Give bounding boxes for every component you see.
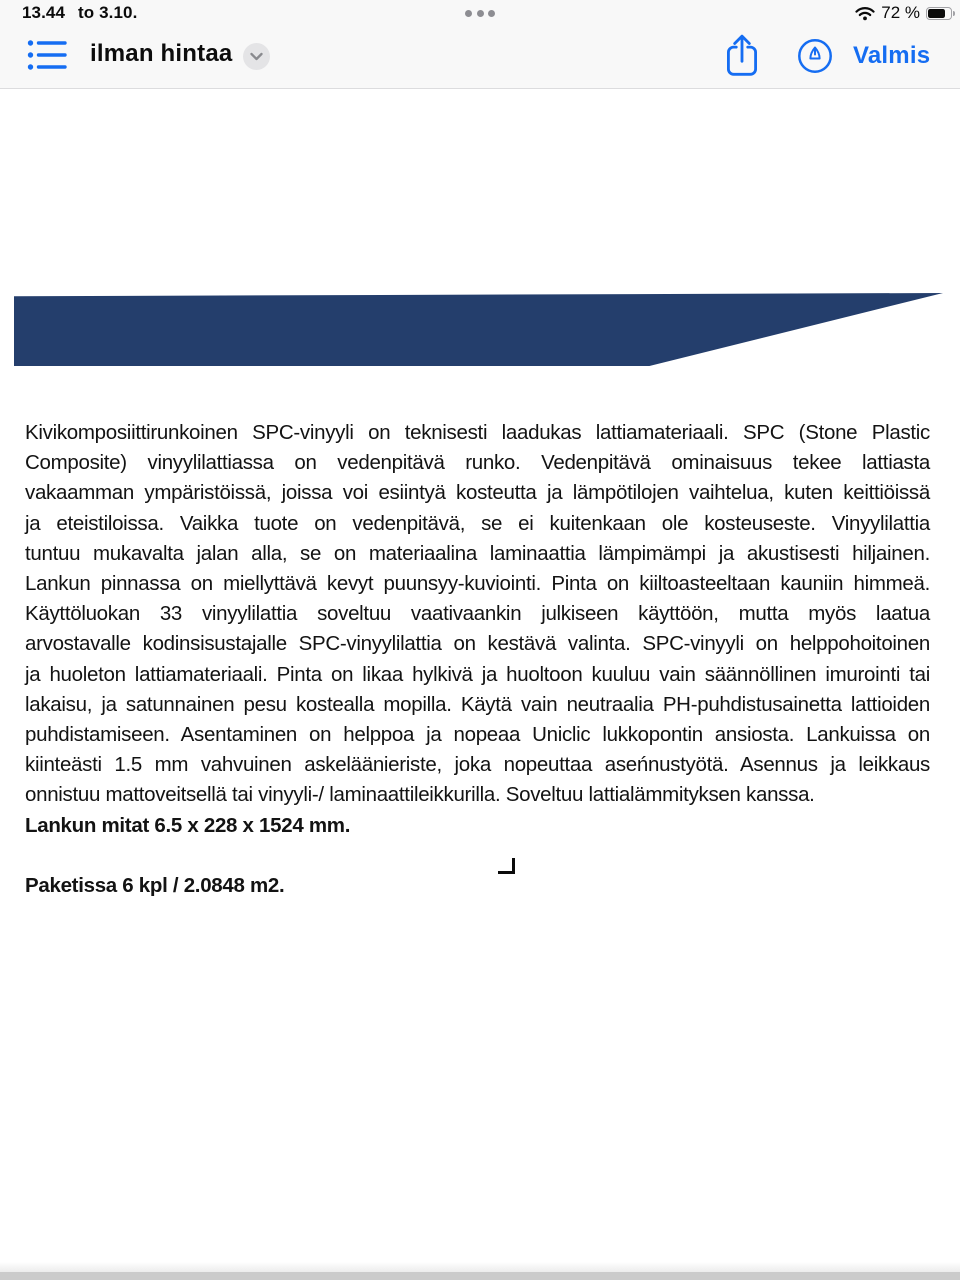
text-line: Käyttöluokan 33 vinyylilattia soveltuu vaativaankin julkiseen käyttöön, mutta myös laatua: [25, 602, 930, 626]
text-line: ja huoleton lattiamateriaali. Pinta on likaa hylkivä ja huoltoon kuuluu vain säännöllinen imurointi tai: [25, 662, 930, 686]
title-menu-button[interactable]: [243, 43, 270, 70]
status-date: to 3.10.: [78, 3, 138, 22]
text-line: ja eteistiloissa. Vaikka tuote on vedenpitävä, se ei kuitenkaan ole kosteuseste. Vinyylilattia: [25, 511, 930, 535]
package-line: Paketissa 6 kpl / 2.0848 m2.: [25, 873, 285, 897]
text-line: lakaisu, ja satunnainen pesu kostealla mopilla. Käytä vain neutraalia PH-puhdistusainetta lattioiden: [25, 692, 930, 716]
text-line: Kivikomposiittirunkoinen SPC-vinyyli on teknisesti laadukas lattiamateriaali. SPC (Stone Plastic: [25, 421, 930, 444]
page-bottom-shadow: [0, 1262, 960, 1272]
battery-icon: [926, 7, 952, 20]
text-line: puhdistamiseen. Asentaminen on helppoa ja nopeaa Uniclic lukkopontin ansiosta. Lankuissa on: [25, 723, 930, 747]
status-left: [22, 3, 137, 23]
text-line: Lankun pinnassa on miellyttävä kevyt puunsyy-kuviointi. Pinta on kiiltoasteeltaan kauniin himmeä.: [25, 572, 930, 596]
contents-list-button[interactable]: [26, 35, 68, 75]
text-line: vakaamman ympäristöissä, joissa voi esiintyä kosteutta ja lämpötilojen vaihtelua, kuten keittiöissä: [25, 481, 930, 505]
status-right: [855, 2, 952, 24]
document-title: ilman hintaa: [90, 40, 233, 67]
text-line: arvostavalle kodinsisustajalle SPC-vinyylilattia on kestävä valinta. SPC-vinyyli on helppohoitoinen: [25, 632, 930, 656]
wifi-icon: [855, 6, 875, 21]
corner-bracket-mark: [498, 858, 515, 874]
status-time: 13.44: [22, 3, 66, 22]
top-chrome: [0, 0, 960, 89]
document-page[interactable]: [0, 90, 960, 1272]
text-line: kiinteästi 1.5 mm vahvuinen askeläänieriste, joka nopeuttaa aseńnustyötä. Asennus ja leikkaus: [25, 753, 930, 777]
battery-percent: 72 %: [881, 3, 920, 22]
share-button[interactable]: [722, 32, 762, 80]
text-line: Composite) vinyylilattiassa on vedenpitävä runko. Vedenpitävä ominaisuus tekee lattiasta: [25, 451, 930, 475]
text-line: tuntuu mukavalta jalan alla, se on materiaalina laminaattia lämpimämpi ja akustisesti hiljainen.: [25, 541, 930, 565]
share-icon: [724, 33, 760, 79]
dimensions-line: Lankun mitat 6.5 x 228 x 1524 mm.: [25, 813, 351, 837]
canvas-bottom-strip: [0, 1272, 960, 1280]
banner-shape: [14, 293, 943, 366]
body-text: [25, 418, 930, 901]
status-bar: [0, 0, 960, 26]
text-line: onnistuu mattoveitsellä tai vinyyli-/ laminaattileikkurilla. Soveltuu lattialämmityksen kanssa.: [25, 783, 815, 807]
bullet-list-icon: [27, 38, 67, 72]
markup-pen-icon: [796, 37, 834, 75]
chevron-down-icon: [250, 52, 263, 61]
multitask-dots-icon: [465, 10, 495, 17]
toolbar: [0, 26, 960, 88]
done-button[interactable]: Valmis: [853, 38, 930, 74]
markup-button[interactable]: [796, 37, 834, 75]
